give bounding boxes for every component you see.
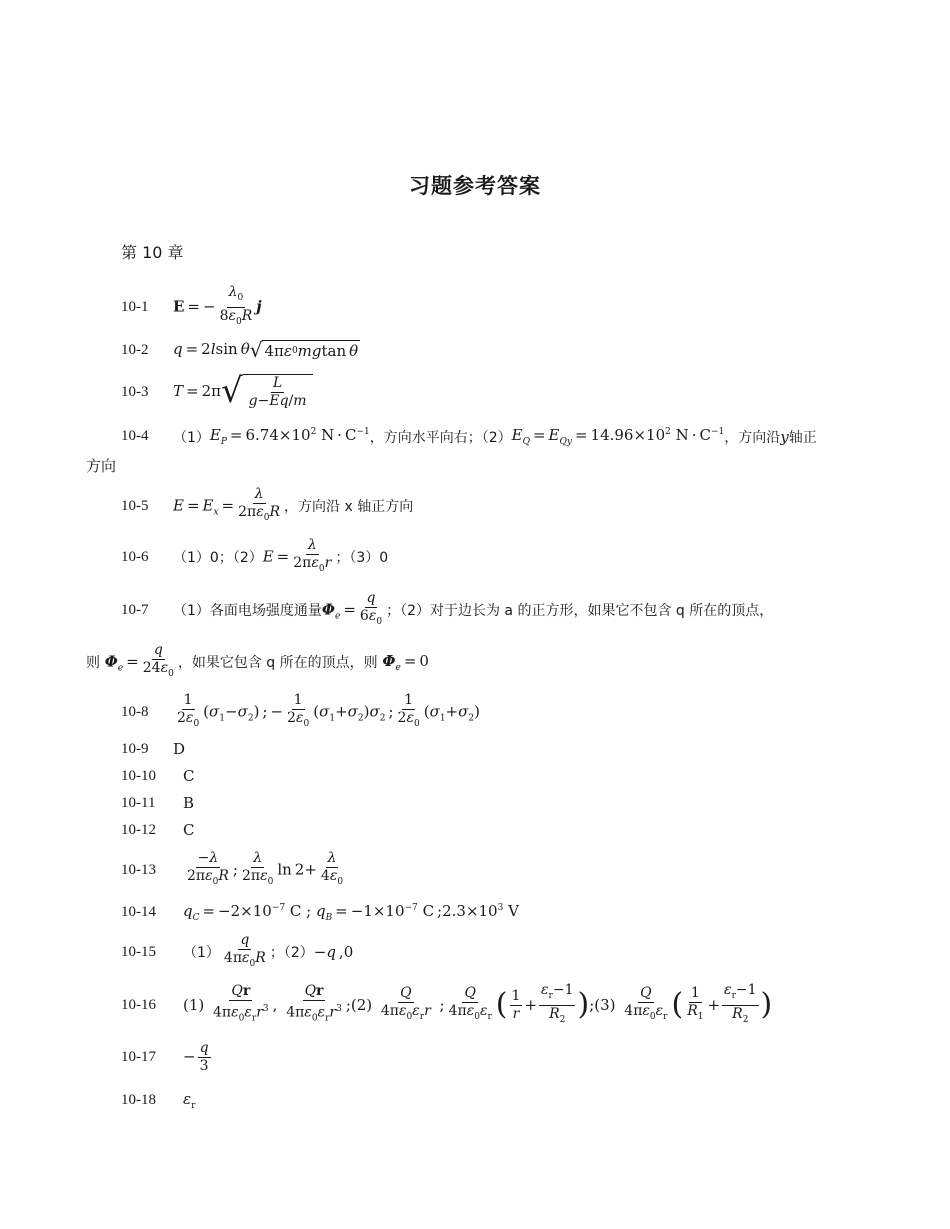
formula-10-4a: $E_P = 6.74\times 10^2$ $N \cdot C^{-1}$ bbox=[209, 426, 370, 447]
answer-10-1 bbox=[121, 284, 262, 331]
answer-number: 10-13 bbox=[121, 861, 156, 878]
answer-text: ，如果它包含 q 所在的顶点，则 bbox=[177, 655, 378, 672]
answer-10-18 bbox=[121, 1090, 195, 1111]
answer-10-4: 10-4 （1） $E_P = 6.74\times 10^2$ $N \cdot C^{-1}$ ，方向水平向右；（2） $E_Q = E_{Qy} = 14.96\times 10^2$ $N \cdot C^{-1}$ ，方向沿 y 轴正 bbox=[121, 426, 817, 447]
answer-text: ；（2） bbox=[269, 945, 314, 962]
formula-10-7c: $\Phi_e = 0$ bbox=[382, 651, 429, 673]
answer-text: ，方向沿 x 轴正方向 bbox=[284, 499, 414, 516]
answer-number: 10-12 bbox=[121, 821, 156, 838]
answer-10-14 bbox=[121, 902, 519, 923]
answer-number: 10-11 bbox=[121, 794, 156, 811]
formula-10-13: $\frac{-\lambda}{2\pi\varepsilon_0R}$ ; $\frac{\lambda}{2\pi\varepsilon_0}$ ln 2+ $\frac{\lambda}{4\varepsilon_0}$ bbox=[187, 850, 344, 887]
answer-text: 轴正 bbox=[788, 429, 817, 446]
answer-10-10 bbox=[121, 767, 194, 785]
formula-10-16: (1) $\frac{Qr}{4\pi\varepsilon_0\varepsilon_rr^3}$ , $\frac{Qr}{4\pi\varepsilon_0\varepsilon_rr^3}$ ;(2) $\frac{Q}{4\pi\varepsilon_0\varepsilon_rr}$ ; $\frac{Q}{4\pi\varepsilon_0\varepsilon_r}$ ( $\frac{1}{r}$ + $\frac{\varepsilon_r-1}{R_2}$ ) ;(3) $\frac{Q}{4\pi\varepsilon_0\varepsilon_r}$ ( $\frac{1}{R_1}$ + $\frac{\varepsilon_r-1}{R_2}$ ) bbox=[183, 982, 773, 1025]
formula-10-2: q = 2lsin θ √ 4π ε 0 mg tan θ bbox=[173, 338, 359, 362]
page-title: 习题参考答案 bbox=[409, 174, 541, 198]
answer-10-12 bbox=[121, 821, 194, 839]
answer-10-7 bbox=[121, 590, 773, 631]
answer-text: 则 bbox=[86, 655, 100, 672]
answer-number: 10-1 bbox=[121, 298, 149, 315]
formula-10-15b: −q ,0 bbox=[313, 943, 354, 962]
answer-number: 10-8 bbox=[121, 703, 149, 720]
formula-10-18: $\varepsilon_r$ bbox=[183, 1090, 196, 1111]
formula-10-6: E = $\frac{\lambda}{2\pi\varepsilon_0r}$ bbox=[262, 537, 332, 574]
answer-10-17 bbox=[121, 1040, 213, 1075]
answer-10-2 bbox=[121, 340, 360, 360]
answer-text: ；（2）对于边长为 a 的正方形，如果它不包含 q 所在的顶点， bbox=[386, 603, 774, 620]
answer-number: 10-3 bbox=[121, 383, 149, 400]
answer-value: C bbox=[183, 821, 195, 839]
answer-10-3 bbox=[121, 371, 313, 411]
answer-10-5 bbox=[121, 486, 413, 527]
formula-10-3: T = 2π √ $\frac{L}{g-Eq/m}$ bbox=[173, 374, 313, 410]
formula-10-7b: $\Phi_e$ = $\frac{q}{24\varepsilon_0}$ bbox=[104, 642, 174, 679]
formula-10-4b: $E_Q = E_{Qy} = 14.96\times 10^2$ $N \cdot C^{-1}$ bbox=[511, 426, 725, 447]
formula-10-7a: $\Phi_e$ = $\frac{q}{6\varepsilon_0}$ bbox=[321, 590, 383, 627]
answer-10-11 bbox=[121, 794, 194, 812]
answer-10-6 bbox=[121, 537, 388, 578]
answer-number: 10-9 bbox=[121, 740, 149, 757]
answer-10-7-cont bbox=[86, 642, 429, 683]
formula-10-14: $q_C = -2\times 10^{-7}$ C ; $q_B = -1\times 10^{-7}$ C $;2.3\times 10^3$ V bbox=[183, 902, 519, 923]
answer-10-8 bbox=[121, 692, 480, 733]
answer-number: 10-15 bbox=[121, 943, 156, 960]
answer-text: ，方向沿 bbox=[724, 429, 781, 446]
answer-10-9 bbox=[121, 740, 185, 758]
answer-number: 10-6 bbox=[121, 548, 149, 565]
answer-number: 10-16 bbox=[121, 996, 156, 1013]
answer-number: 10-5 bbox=[121, 497, 149, 514]
formula-10-5: $E = E_x$ = $\frac{\lambda}{2\pi\varepsilon_0R}$ bbox=[173, 486, 281, 523]
answer-value: B bbox=[183, 794, 195, 812]
answer-text: ；（3）0 bbox=[335, 550, 389, 567]
formula-10-15a: $\frac{q}{4\pi\varepsilon_0R}$ bbox=[223, 932, 266, 969]
answer-number: 10-18 bbox=[121, 1092, 156, 1108]
answer-number: 10-10 bbox=[121, 767, 156, 784]
answer-text: ，方向水平向右；（2） bbox=[369, 429, 512, 446]
answer-text: （1） bbox=[183, 945, 220, 962]
answer-value: D bbox=[173, 740, 186, 758]
answer-10-4-cont: 方向 bbox=[86, 457, 117, 475]
answer-text: （1）各面电场强度通量 bbox=[173, 603, 322, 620]
formula-10-17: − $\frac{q}{3}$ bbox=[183, 1040, 209, 1074]
answer-number: 10-17 bbox=[121, 1049, 156, 1065]
answer-number: 10-4 bbox=[121, 428, 149, 444]
answer-value: C bbox=[183, 767, 195, 785]
answer-10-13 bbox=[121, 850, 347, 891]
formula-10-1: E = − $\frac{\lambda_0}{8\varepsilon_0R}$ j bbox=[173, 284, 262, 327]
answer-10-15 bbox=[121, 932, 353, 973]
formula-10-8: $\frac{1}{2\varepsilon_0}$ $(\sigma_1-\sigma_2)$ ; − $\frac{1}{2\varepsilon_0}$ $(\sigma_1+\sigma_2)\sigma_2$ ; $\frac{1}{2\varepsilon_0}$ $(\sigma_1+\sigma_2)$ bbox=[177, 692, 480, 729]
answer-number: 10-7 bbox=[121, 601, 149, 618]
answer-text: （1） bbox=[173, 429, 210, 446]
answer-number: 10-2 bbox=[121, 341, 149, 358]
answer-10-16 bbox=[121, 982, 772, 1029]
answer-number: 10-14 bbox=[121, 904, 156, 920]
chapter-heading: 第 10 章 bbox=[121, 243, 184, 262]
answer-text: （1）0；（2） bbox=[173, 550, 263, 567]
